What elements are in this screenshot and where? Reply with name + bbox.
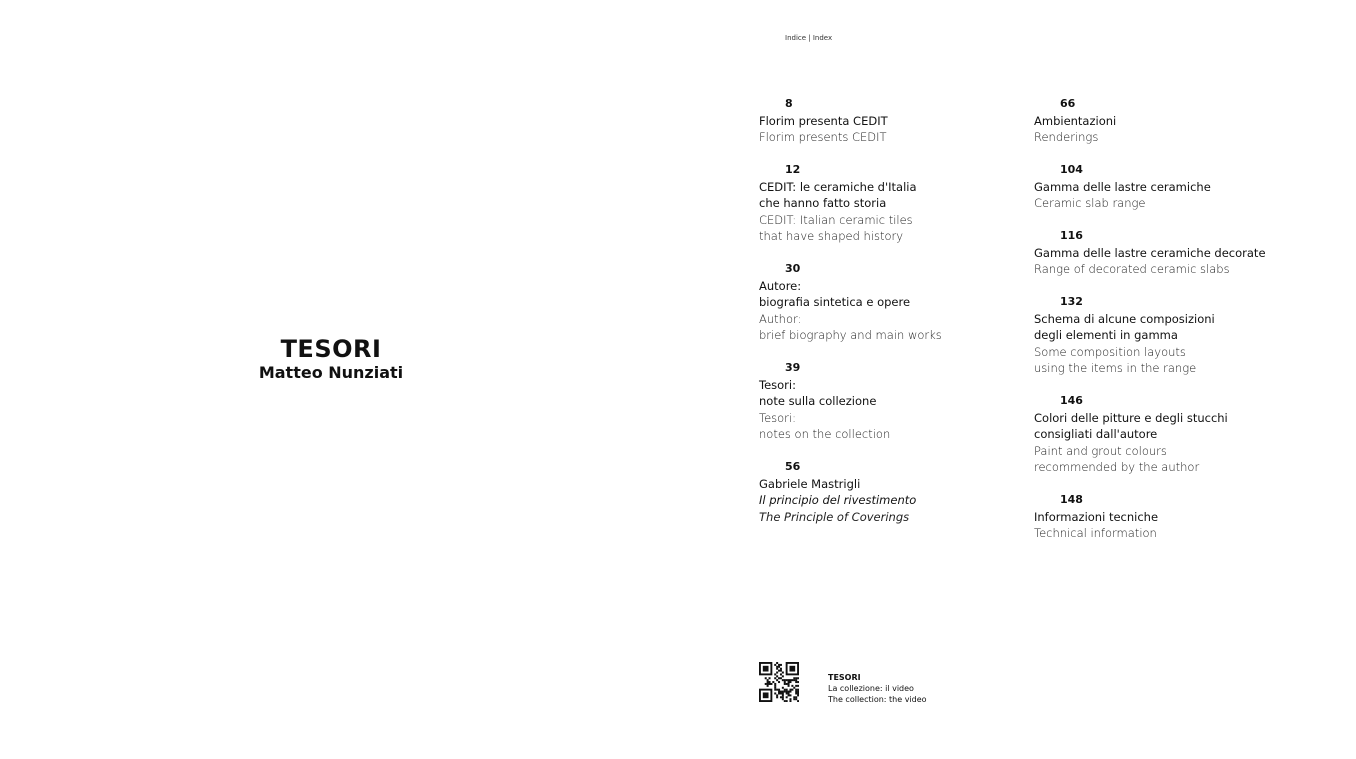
- qr-caption-title: TESORI: [828, 673, 861, 682]
- index-header: Indice | Index: [785, 34, 833, 42]
- toc-entry[interactable]: [759, 261, 1059, 344]
- qr-caption-en: The collection: the video: [828, 695, 927, 704]
- qr-caption: [828, 672, 927, 705]
- toc-page-number: 30: [785, 262, 801, 275]
- toc-line: CEDIT: Italian ceramic tiles: [759, 212, 913, 227]
- author-name: Matteo Nunziati: [258, 363, 404, 382]
- toc-page-number: 39: [785, 361, 801, 374]
- toc-entry[interactable]: [1034, 294, 1334, 377]
- cover-title-block: [211, 335, 451, 383]
- page-title: TESORI: [280, 335, 382, 363]
- toc-entry[interactable]: [1034, 96, 1334, 146]
- toc-line: Schema di alcune composizioni: [1034, 311, 1215, 326]
- qr-code-icon[interactable]: [759, 662, 799, 702]
- toc-line: Renderings: [1034, 130, 1099, 144]
- toc-line: Florim presents CEDIT: [759, 130, 887, 144]
- toc-line: brief biography and main works: [759, 328, 942, 342]
- toc-page-number: 66: [1060, 97, 1076, 110]
- toc-line: The Principle of Coverings: [759, 509, 910, 524]
- toc-entry[interactable]: [759, 360, 1059, 443]
- toc-entry[interactable]: [1034, 228, 1334, 278]
- toc-line: degli elementi in gamma: [1034, 328, 1178, 342]
- toc-line: Gamma delle lastre ceramiche: [1034, 179, 1211, 194]
- toc-line: Paint and grout colours: [1034, 443, 1167, 458]
- toc-line: Gamma delle lastre ceramiche decorate: [1034, 245, 1266, 260]
- toc-entry[interactable]: [1034, 162, 1334, 212]
- toc-page-number: 104: [1060, 163, 1083, 176]
- toc-line: Florim presenta CEDIT: [759, 113, 888, 128]
- toc-line: Tesori:: [759, 410, 796, 425]
- toc-line: consigliati dall'autore: [1034, 427, 1158, 441]
- toc-line: using the items in the range: [1034, 361, 1197, 375]
- toc-line: Author:: [759, 311, 802, 326]
- toc-line: Some composition layouts: [1034, 344, 1186, 359]
- toc-page-number: 148: [1060, 493, 1083, 506]
- toc-entry[interactable]: [1034, 492, 1334, 542]
- toc-page-number: 116: [1060, 229, 1083, 242]
- toc-page-number: 56: [785, 460, 801, 473]
- toc-line: Tesori:: [759, 377, 796, 392]
- toc-entry[interactable]: [759, 162, 1059, 245]
- qr-caption-it: La collezione: il video: [828, 684, 914, 693]
- toc-page-number: 12: [785, 163, 801, 176]
- toc-page-number: 146: [1060, 394, 1083, 407]
- toc-line: recommended by the author: [1034, 460, 1200, 474]
- toc-line: note sulla collezione: [759, 394, 877, 408]
- toc-line: Range of decorated ceramic slabs: [1034, 262, 1230, 276]
- toc-page-number: 8: [785, 97, 793, 110]
- toc-page-number: 132: [1060, 295, 1083, 308]
- toc-entry[interactable]: [1034, 393, 1334, 476]
- toc-line: che hanno fatto storia: [759, 196, 887, 210]
- toc-line: that have shaped history: [759, 229, 904, 243]
- toc-entry[interactable]: [759, 459, 1059, 525]
- toc-line: Autore:: [759, 278, 802, 293]
- toc-line: Gabriele Mastrigli: [759, 476, 861, 491]
- toc-line: Ambientazioni: [1034, 113, 1117, 128]
- toc-line: biografia sintetica e opere: [759, 295, 911, 309]
- toc-line: Colori delle pitture e degli stucchi: [1034, 410, 1228, 425]
- toc-line: Informazioni tecniche: [1034, 509, 1159, 524]
- toc-line: CEDIT: le ceramiche d'Italia: [759, 179, 917, 194]
- toc-line: Technical information: [1034, 526, 1157, 540]
- toc-line: Ceramic slab range: [1034, 196, 1146, 210]
- toc-line: Il principio del rivestimento: [759, 493, 917, 507]
- toc-entry[interactable]: [759, 96, 1059, 146]
- toc-line: notes on the collection: [759, 427, 891, 441]
